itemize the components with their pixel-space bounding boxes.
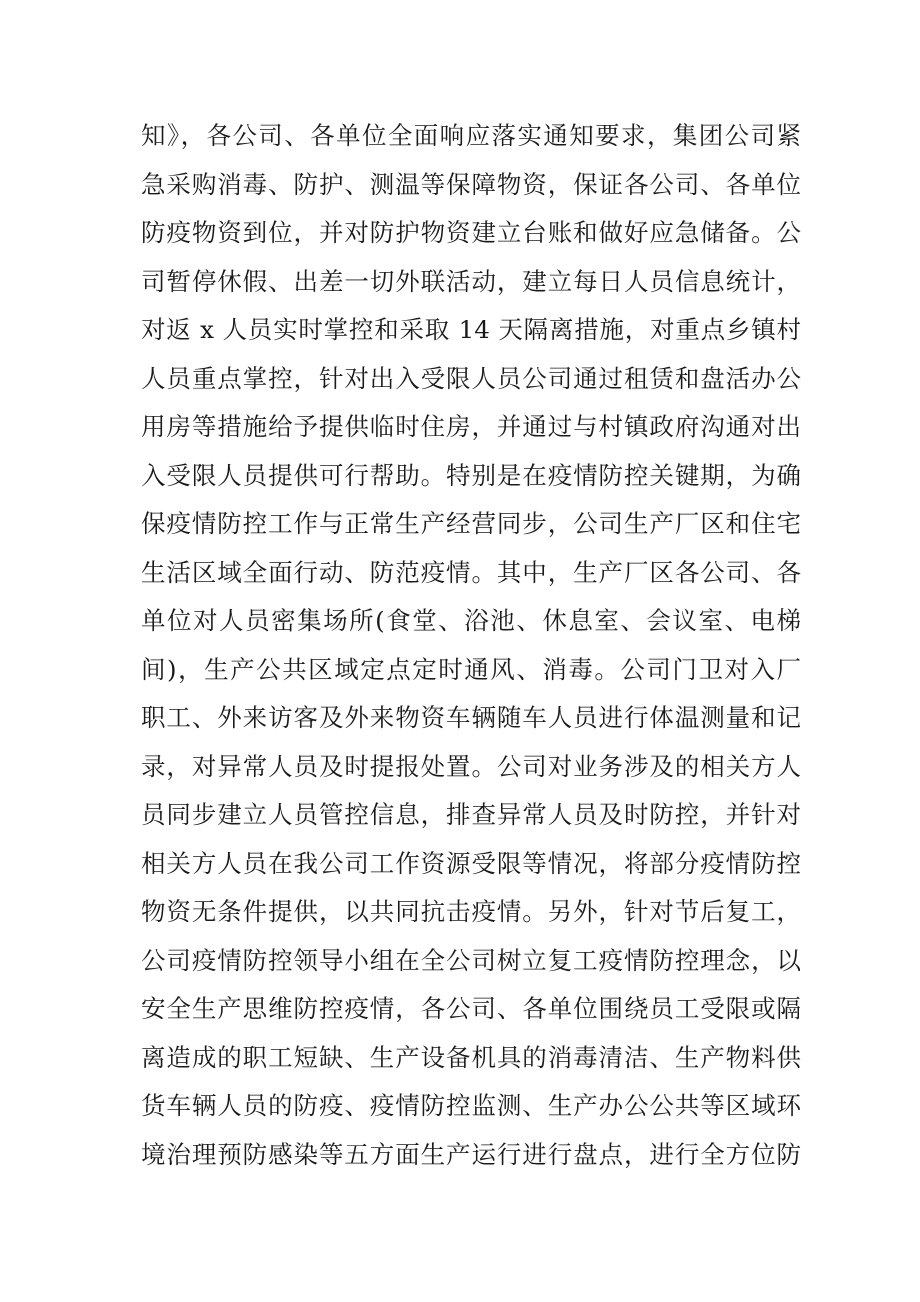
text-line: 入受限人员提供可行帮助。特别是在疫情防控关键期，为确 bbox=[141, 460, 801, 490]
text-line: 间)，生产公共区域定点定时通风、消毒。公司门卫对入厂 bbox=[141, 654, 801, 684]
text-line: 知》，各公司、各单位全面响应落实通知要求，集团公司紧 bbox=[141, 121, 801, 150]
text-line: 职工、外来访客及外来物资车辆随车人员进行体温测量和记 bbox=[141, 703, 801, 732]
text-line: 防疫物资到位，并对防护物资建立台账和做好应急储备。公 bbox=[141, 218, 801, 247]
text-line: 单位对人员密集场所(食堂、浴池、休息室、会议室、电梯 bbox=[141, 606, 801, 635]
text-line: 用房等措施给予提供临时住房，并通过与村镇政府沟通对出 bbox=[141, 412, 801, 441]
text-line: 录，对异常人员及时提报处置。公司对业务涉及的相关方人 bbox=[141, 751, 801, 781]
text-line: 人员重点掌控，针对出入受限人员公司通过租赁和盘活办公 bbox=[141, 363, 801, 393]
text-line: 急采购消毒、防护、测温等保障物资，保证各公司、各单位 bbox=[141, 169, 801, 199]
text-line: 货车辆人员的防疫、疫情防控监测、生产办公公共等区域环 bbox=[141, 1091, 801, 1120]
text-line: 相关方人员在我公司工作资源受限等情况，将部分疫情防控 bbox=[141, 848, 801, 878]
text-line: 司暂停休假、出差一切外联活动，建立每日人员信息统计， bbox=[141, 266, 801, 296]
text-line: 对返 x 人员实时掌控和采取 14 天隔离措施，对重点乡镇村 bbox=[141, 315, 801, 344]
text-line: 员同步建立人员管控信息，排查异常人员及时防控，并针对 bbox=[141, 800, 801, 829]
text-line: 保疫情防控工作与正常生产经营同步，公司生产厂区和住宅 bbox=[141, 509, 801, 538]
text-line: 公司疫情防控领导小组在全公司树立复工疫情防控理念，以 bbox=[141, 945, 801, 975]
text-line: 生活区域全面行动、防范疫情。其中，生产厂区各公司、各 bbox=[141, 557, 801, 587]
body-paragraph bbox=[141, 112, 801, 1179]
text-line: 离造成的职工短缺、生产设备机具的消毒清洁、生产物料供 bbox=[141, 1042, 801, 1072]
text-line: 境治理预防感染等五方面生产运行进行盘点，进行全方位防 bbox=[141, 1139, 801, 1169]
text-line: 安全生产思维防控疫情，各公司、各单位围绕员工受限或隔 bbox=[141, 994, 801, 1023]
text-line: 物资无条件提供，以共同抗击疫情。另外，针对节后复工， bbox=[141, 897, 801, 926]
